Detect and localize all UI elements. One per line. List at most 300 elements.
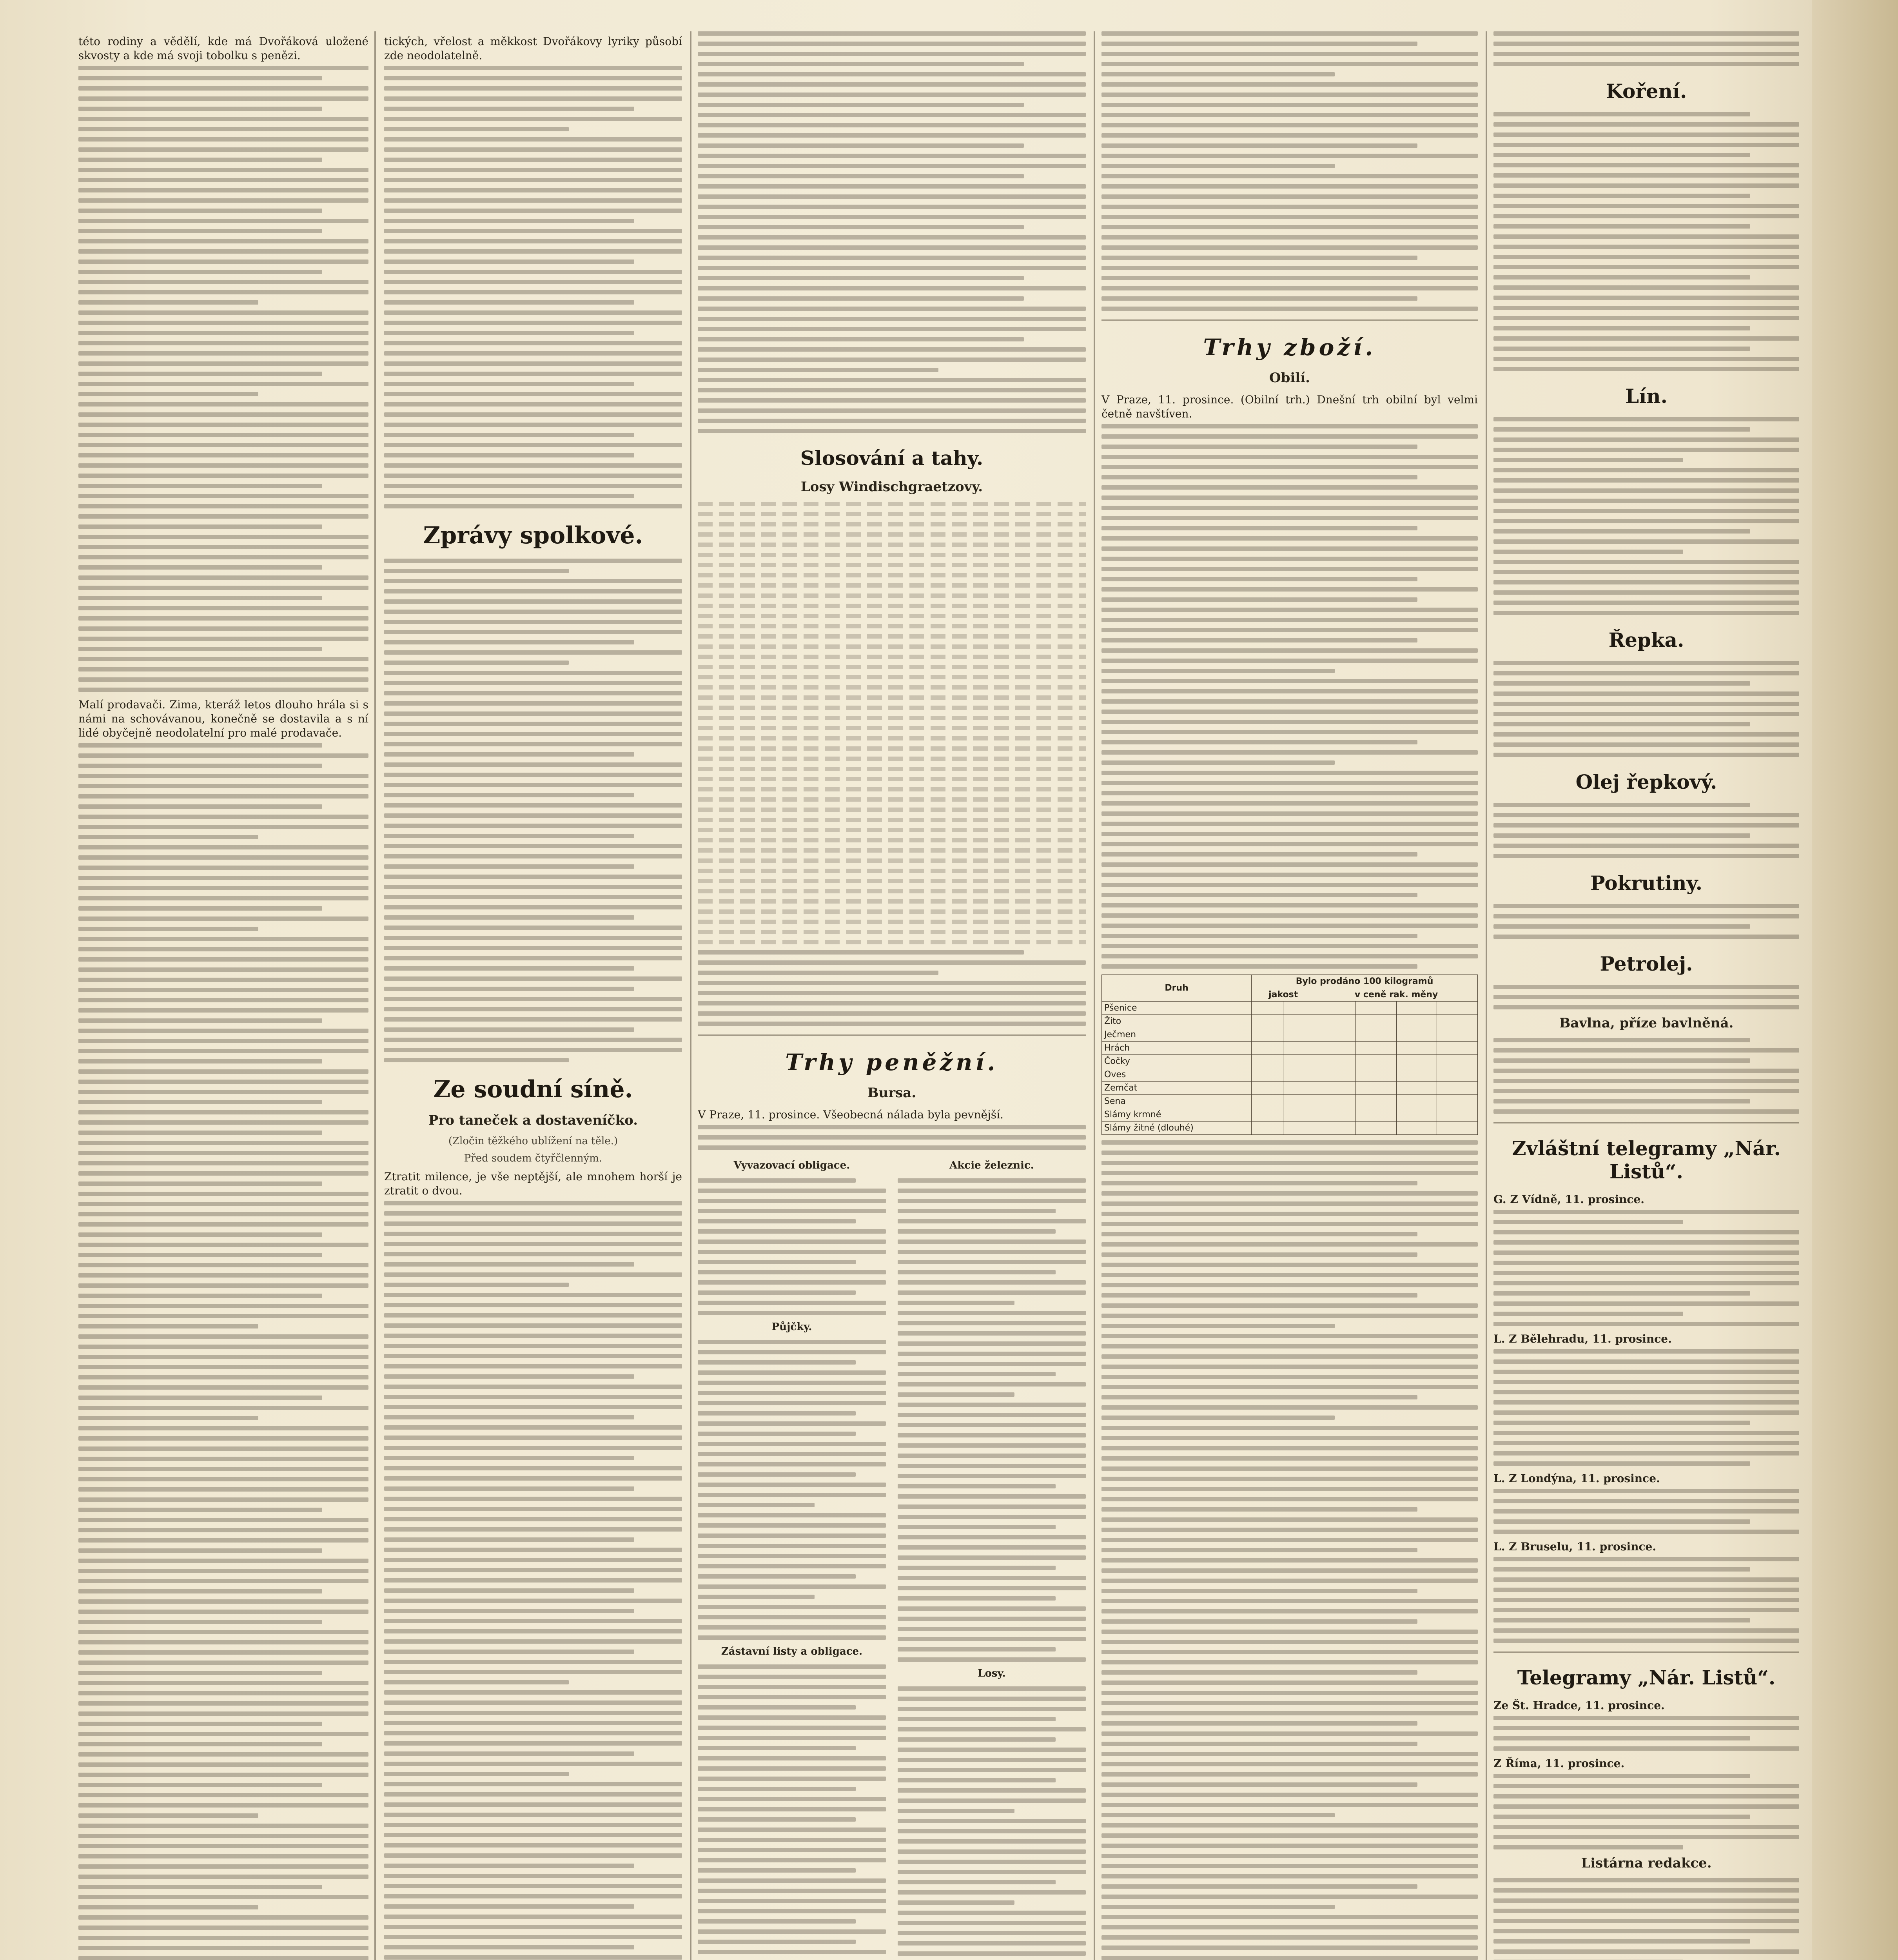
text-block (1493, 1349, 1799, 1466)
number-row (698, 838, 1086, 842)
text-line (1101, 557, 1478, 561)
article-text: V Praze, 11. prosince. Všeobecná nálada byla pevnější. (698, 1108, 1003, 1121)
text-line (1101, 133, 1478, 138)
number-row (698, 614, 1086, 618)
text-line (1101, 1477, 1478, 1481)
text-line (384, 946, 682, 950)
text-line (78, 575, 368, 580)
text-line (698, 1940, 856, 1944)
text-line (1493, 995, 1799, 999)
table-cell (1252, 1122, 1283, 1135)
text-line (1101, 256, 1417, 260)
text-line (384, 1690, 682, 1695)
text-line (384, 504, 682, 508)
text-line (898, 1362, 1086, 1366)
text-line (1493, 1567, 1750, 1572)
text-line (384, 1578, 682, 1583)
text-line (78, 249, 368, 254)
section-heading: Olej řepkový. (1575, 770, 1717, 793)
text-line (384, 1700, 682, 1705)
section-heading: Zprávy spolkové. (423, 522, 643, 549)
text-line (78, 1069, 368, 1074)
text-line (1101, 1721, 1417, 1726)
text-line (698, 429, 1086, 433)
text-line (384, 895, 682, 899)
text-line (1101, 842, 1478, 846)
text-line (698, 1370, 886, 1375)
table-cell (1437, 1015, 1478, 1028)
text-line (898, 1951, 1086, 1956)
text-block (384, 559, 682, 1062)
text-line (78, 66, 368, 70)
text-line (1101, 577, 1417, 581)
text-block (1101, 31, 1478, 311)
telegram-dateline: L. Z Bruselu, 11. prosince. (1493, 1540, 1657, 1553)
text-line (384, 1201, 682, 1205)
section-heading: Petrolej. (1600, 952, 1693, 975)
number-row (698, 644, 1086, 649)
text-line (78, 957, 368, 962)
section-heading: Trhy peněžní. (785, 1049, 998, 1076)
text-line (898, 1617, 1086, 1621)
text-line (78, 1915, 368, 1920)
text-block (1493, 1716, 1799, 1751)
text-line (78, 1263, 368, 1267)
text-line (384, 1955, 682, 1960)
text-line (1101, 1517, 1478, 1522)
text-line (1101, 516, 1478, 520)
text-line (898, 1880, 1056, 1884)
text-line (1493, 611, 1799, 615)
text-line (78, 96, 368, 101)
text-line (78, 1762, 368, 1767)
text-line (1493, 1530, 1799, 1534)
text-line (898, 1657, 1086, 1662)
number-row (698, 726, 1086, 730)
text-line (78, 916, 368, 921)
table-cell (1396, 1108, 1437, 1122)
text-line (1101, 424, 1478, 428)
text-line (1101, 1793, 1478, 1797)
text-line (384, 1823, 682, 1827)
number-row (698, 818, 1086, 822)
text-line (1493, 844, 1799, 848)
column-rule (1094, 31, 1095, 1960)
text-line (898, 1392, 1014, 1397)
text-line (384, 1599, 682, 1603)
text-line (1493, 742, 1799, 747)
text-line (698, 307, 1086, 311)
article-title: Losy Windischgraetzovy. (800, 479, 983, 495)
text-line (384, 854, 682, 858)
text-line (698, 1411, 856, 1416)
text-line (384, 1395, 682, 1399)
text-line (898, 1647, 1056, 1651)
text-line (1101, 194, 1478, 199)
text-line (384, 1313, 682, 1318)
text-line (78, 1426, 368, 1430)
table-cell (1355, 1082, 1396, 1095)
number-row (698, 634, 1086, 639)
text-line (78, 1650, 368, 1655)
text-line (898, 1870, 1086, 1874)
text-line (698, 1777, 886, 1781)
text-line (698, 1290, 856, 1295)
text-line (1101, 710, 1478, 714)
text-line (1101, 1416, 1335, 1420)
text-line (78, 300, 258, 305)
text-line (698, 1868, 856, 1873)
text-line (1493, 1230, 1799, 1234)
text-line (1101, 1201, 1478, 1206)
number-row (698, 869, 1086, 873)
text-line (1101, 1344, 1478, 1348)
text-line (78, 1599, 368, 1604)
text-line (698, 154, 1086, 158)
text-line (698, 408, 1086, 413)
text-line (1101, 1813, 1335, 1817)
text-line (384, 1904, 634, 1909)
text-line (1493, 1301, 1799, 1306)
text-line (1101, 465, 1478, 469)
text-line (698, 1635, 886, 1640)
text-line (384, 463, 682, 468)
table-cell (1315, 1028, 1356, 1042)
text-line (698, 1889, 886, 1893)
table-cell (1283, 1028, 1315, 1042)
article-text: Ztratit milence, je vše neptější, ale mnohem horší je ztratit o dvou. (384, 1170, 682, 1197)
text-line (898, 1178, 1086, 1183)
column-4 (1101, 31, 1478, 1960)
text-line (1101, 1915, 1478, 1919)
text-line (898, 1686, 1086, 1691)
text-line (384, 1802, 682, 1807)
text-line (1493, 854, 1799, 858)
text-line (1101, 225, 1478, 229)
text-line (698, 174, 1024, 178)
text-line (1493, 112, 1750, 116)
text-line (384, 834, 634, 838)
text-line (698, 1311, 886, 1315)
text-line (384, 936, 682, 940)
text-line (1101, 1670, 1417, 1675)
table-cell (1315, 1055, 1356, 1068)
text-line (78, 402, 368, 407)
text-line (698, 1715, 886, 1720)
text-line (1101, 103, 1478, 107)
text-line (1493, 224, 1750, 229)
text-line (78, 1783, 322, 1787)
text-line (1493, 52, 1799, 56)
text-line (78, 1059, 322, 1063)
text-line (78, 1324, 258, 1328)
text-line (1101, 699, 1478, 704)
text-line (384, 1894, 682, 1898)
table-cell (1252, 1108, 1283, 1122)
text-line (1101, 944, 1478, 948)
text-line (698, 1240, 886, 1244)
text-line (1101, 82, 1478, 87)
text-line (384, 1334, 682, 1338)
text-line (898, 1566, 1056, 1570)
text-line (1493, 285, 1799, 290)
text-line (1101, 245, 1478, 250)
text-line (698, 317, 1086, 321)
text-line (1101, 1252, 1417, 1257)
text-line (384, 976, 682, 981)
text-line (78, 1110, 368, 1114)
text-line (384, 1221, 682, 1226)
text-line (1493, 488, 1799, 493)
text-line (384, 158, 682, 162)
table-cell (1315, 1015, 1356, 1028)
text-line (78, 107, 322, 111)
text-line (698, 123, 1086, 127)
text-line (698, 378, 1086, 382)
text-line (78, 835, 258, 839)
text-line (1493, 1784, 1799, 1788)
text-line (1101, 1752, 1478, 1756)
table-cell: Sena (1102, 1095, 1252, 1108)
text-line (78, 825, 368, 829)
text-line (898, 1758, 1086, 1762)
text-line (384, 249, 682, 254)
text-line (78, 372, 322, 376)
text-line (78, 1773, 368, 1777)
text-line (78, 1334, 368, 1339)
text-line (384, 1466, 682, 1470)
text-block (1493, 1038, 1799, 1114)
text-line (384, 1915, 682, 1919)
text-line (1493, 1441, 1799, 1445)
text-line (698, 1125, 1086, 1129)
telegram-dateline: Z Říma, 11. prosince. (1493, 1757, 1625, 1770)
table-header: Druh (1102, 975, 1252, 1002)
number-row (698, 757, 1086, 761)
text-line (384, 1497, 682, 1501)
text-block (78, 743, 368, 1960)
text-line (898, 1372, 1056, 1376)
text-line (1101, 1446, 1478, 1450)
text-line (1101, 93, 1478, 97)
text-line (1493, 560, 1799, 564)
text-line (698, 1685, 886, 1689)
text-line (384, 310, 682, 315)
number-row (698, 685, 1086, 690)
text-line (78, 1559, 368, 1563)
text-line (898, 1341, 1086, 1346)
text-line (1493, 661, 1799, 665)
table-cell (1252, 1028, 1283, 1042)
text-line (1101, 1803, 1478, 1807)
text-line (78, 1487, 368, 1492)
text-line (898, 1627, 1086, 1631)
text-line (1493, 823, 1799, 828)
text-line (698, 337, 1024, 341)
text-line (898, 1596, 1056, 1601)
text-line (384, 762, 682, 767)
table-cell (1252, 1055, 1283, 1068)
text-line (898, 1280, 1086, 1285)
text-line (1101, 536, 1478, 541)
text-line (898, 1443, 1086, 1448)
text-line (384, 1741, 682, 1746)
table-cell (1315, 1068, 1356, 1082)
text-line (384, 1609, 634, 1613)
text-line (698, 1584, 886, 1589)
number-row (698, 593, 1086, 598)
text-line (698, 1401, 886, 1405)
text-line (698, 1726, 886, 1730)
text-line (384, 331, 634, 335)
text-line (384, 1925, 682, 1929)
text-line (898, 1331, 1086, 1336)
text-line (698, 327, 1086, 331)
number-row (698, 543, 1086, 547)
table-cell (1437, 1042, 1478, 1055)
number-row (698, 624, 1086, 628)
number-row (698, 532, 1086, 537)
text-line (78, 743, 322, 748)
text-line (898, 1809, 1014, 1813)
text-line (1101, 1742, 1417, 1746)
text-line (384, 443, 682, 447)
text-line (1101, 811, 1478, 816)
text-line (78, 1446, 368, 1451)
text-line (384, 752, 634, 757)
text-line (78, 1253, 322, 1257)
text-line (78, 845, 368, 849)
text-line (898, 1707, 1086, 1711)
text-line (1101, 1711, 1478, 1715)
table-cell (1355, 1042, 1396, 1055)
text-line (698, 358, 1086, 362)
table-label: Losy. (978, 1668, 1006, 1679)
text-line (78, 1467, 368, 1471)
text-line (898, 1423, 1086, 1427)
text-block (1493, 1489, 1799, 1534)
text-line (78, 514, 368, 519)
text-line (898, 1219, 1086, 1223)
text-line (1493, 550, 1683, 554)
text-block (1493, 803, 1799, 858)
column-rule (374, 31, 376, 1960)
text-line (898, 1576, 1086, 1580)
text-line (384, 494, 634, 498)
column-3 (698, 31, 1086, 1960)
text-line (384, 361, 682, 366)
text-line (384, 351, 682, 356)
text-line (1493, 985, 1799, 989)
text-line (1101, 1171, 1478, 1175)
text-line (1101, 1630, 1478, 1634)
text-line (78, 1844, 368, 1848)
table-row (1102, 1002, 1478, 1015)
table-cell (1252, 1082, 1283, 1095)
text-line (1101, 495, 1478, 500)
text-line (698, 1756, 886, 1760)
text-line (698, 1483, 886, 1487)
divider (1493, 1651, 1799, 1653)
text-line (898, 1464, 1086, 1468)
text-line (1101, 760, 1335, 765)
text-line (1101, 1538, 1478, 1542)
text-line (1101, 1640, 1478, 1644)
text-line (1101, 1558, 1478, 1563)
grain-table (1101, 975, 1478, 1135)
table-cell (1283, 1042, 1315, 1055)
text-line (898, 1240, 1086, 1244)
text-line (1493, 1519, 1750, 1524)
text-line (384, 86, 682, 91)
text-line (1101, 659, 1478, 663)
text-line (78, 1120, 368, 1125)
text-line (1493, 1909, 1799, 1913)
text-line (78, 1548, 322, 1553)
text-line (1493, 1210, 1799, 1214)
text-line (1101, 1691, 1478, 1695)
text-line (1493, 1736, 1750, 1740)
text-line (1101, 903, 1478, 907)
text-line (1493, 1349, 1799, 1354)
text-line (1493, 914, 1799, 918)
text-line (78, 1854, 368, 1858)
number-row (698, 502, 1086, 506)
text-line (1101, 964, 1417, 969)
text-line (78, 1661, 368, 1665)
text-line (1493, 539, 1799, 544)
number-row (698, 553, 1086, 557)
text-line (1493, 204, 1799, 208)
text-line (78, 331, 368, 335)
text-line (898, 1941, 1086, 1945)
text-line (1493, 1804, 1799, 1809)
text-line (78, 1518, 368, 1522)
text-line (898, 1748, 1086, 1752)
text-line (1493, 245, 1799, 249)
text-line (1101, 1263, 1478, 1267)
text-line (384, 1874, 682, 1878)
text-line (78, 1701, 368, 1706)
text-line (1101, 597, 1417, 602)
text-line (1101, 1762, 1478, 1766)
text-line (1101, 1303, 1478, 1308)
text-line (384, 630, 682, 634)
text-line (78, 937, 368, 941)
text-line (1101, 1925, 1478, 1929)
number-row (698, 563, 1086, 567)
text-line (898, 1321, 1086, 1325)
text-line (698, 1605, 886, 1609)
number-row (698, 767, 1086, 771)
text-line (1101, 1140, 1478, 1145)
text-line (1101, 1385, 1478, 1389)
text-line (1493, 275, 1750, 279)
text-block (1493, 985, 1799, 1009)
text-line (898, 1199, 1086, 1203)
text-line (78, 147, 368, 152)
text-line (78, 1406, 368, 1410)
text-line (78, 1294, 322, 1298)
text-line (384, 178, 682, 182)
text-line (78, 1824, 368, 1828)
text-line (78, 555, 368, 559)
text-line (78, 1273, 368, 1278)
text-block (1493, 661, 1799, 757)
text-block (1493, 417, 1799, 615)
text-line (1101, 1181, 1417, 1185)
text-line (1101, 1650, 1478, 1654)
